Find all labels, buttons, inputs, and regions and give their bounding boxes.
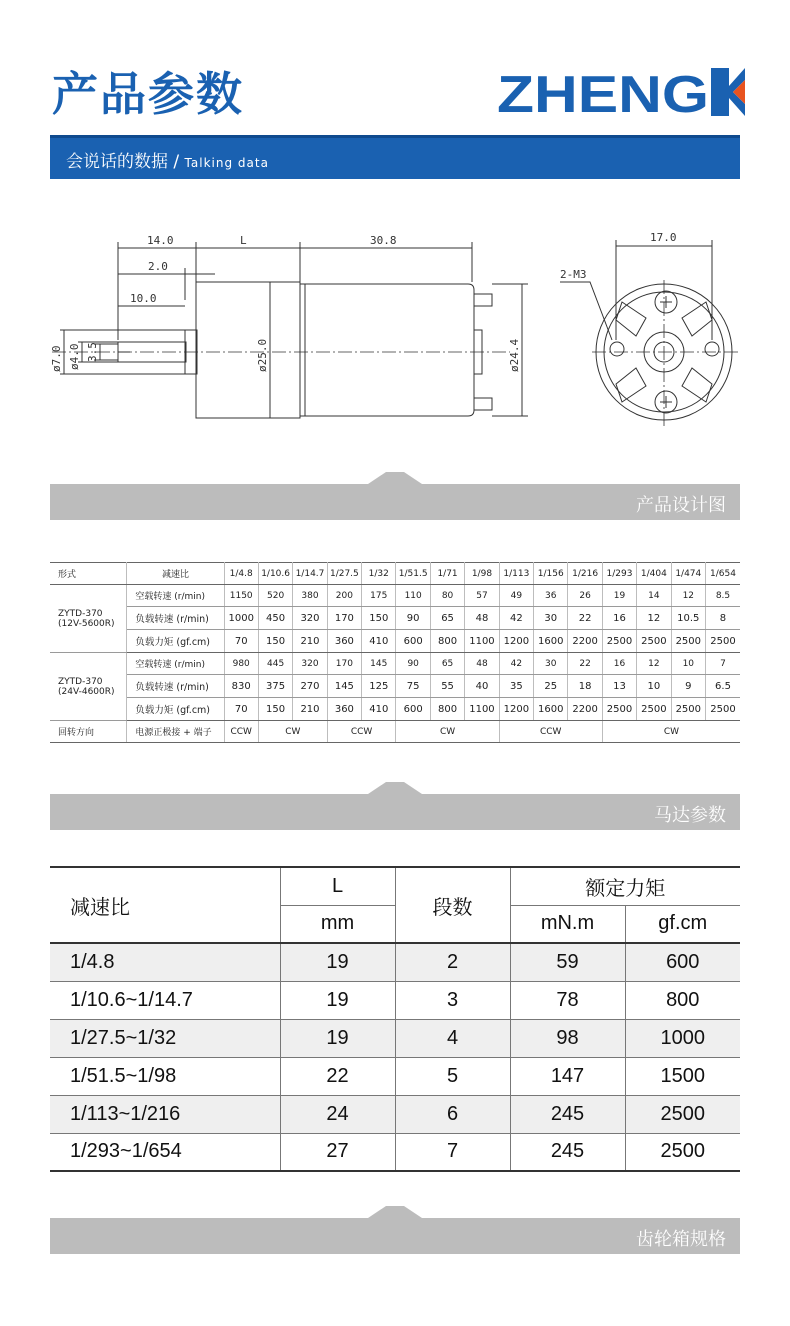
cell-ratio: 1/27.5~1/32	[50, 1019, 280, 1057]
value-cell: 6.5	[705, 675, 740, 698]
ratio-cell: 1/4.8	[224, 563, 258, 585]
value-cell: 55	[430, 675, 464, 698]
value-cell: 65	[430, 653, 464, 675]
rotation-cell: CCW	[327, 721, 396, 743]
rotation-cell: CW	[602, 721, 740, 743]
value-cell: 2500	[602, 698, 636, 721]
row-label: 空载转速 (r/min)	[127, 585, 224, 607]
cell-ratio: 1/10.6~1/14.7	[50, 981, 280, 1019]
value-cell: 9	[671, 675, 705, 698]
value-cell: 8	[705, 607, 740, 630]
value-cell: 26	[568, 585, 602, 607]
cell-mnm: 147	[510, 1057, 625, 1095]
spec-row	[50, 585, 740, 607]
cell-l: 24	[280, 1095, 395, 1133]
value-cell: 320	[293, 607, 327, 630]
value-cell: 600	[396, 698, 430, 721]
value-cell: 18	[568, 675, 602, 698]
value-cell: 70	[224, 630, 258, 653]
value-cell: 125	[362, 675, 396, 698]
value-cell: 145	[327, 675, 361, 698]
table-row	[50, 943, 740, 981]
ratio-cell: 1/51.5	[396, 563, 430, 585]
col-type: 形式	[50, 563, 127, 585]
cell-ratio: 1/293~1/654	[50, 1133, 280, 1171]
value-cell: 40	[465, 675, 499, 698]
header-unit-gfcm: gf.cm	[625, 905, 740, 943]
dim-d25: ø25.0	[256, 338, 269, 372]
value-cell: 80	[430, 585, 464, 607]
ratio-cell: 1/32	[362, 563, 396, 585]
header-ratio: 减速比	[50, 867, 280, 943]
banner-motor	[50, 794, 740, 830]
dim-2-m3: 2-M3	[560, 268, 587, 281]
value-cell: 110	[396, 585, 430, 607]
value-cell: 450	[258, 607, 292, 630]
value-cell: 410	[362, 698, 396, 721]
row-label: 空载转速 (r/min)	[127, 653, 224, 675]
header-stages: 段数	[395, 867, 510, 943]
cell-gfcm: 600	[625, 943, 740, 981]
dim-d24-4: ø24.4	[508, 338, 521, 372]
spec-group-12v	[50, 585, 740, 653]
ratio-cell: 1/404	[637, 563, 671, 585]
value-cell: 210	[293, 698, 327, 721]
banner-gearbox	[50, 1218, 740, 1254]
table-row	[50, 1057, 740, 1095]
cell-mnm: 59	[510, 943, 625, 981]
header-l: L	[280, 867, 395, 905]
value-cell: 42	[499, 607, 533, 630]
value-cell: 170	[327, 653, 361, 675]
value-cell: 800	[430, 698, 464, 721]
ratio-cell: 1/156	[534, 563, 568, 585]
value-cell: 1000	[224, 607, 258, 630]
spec-group-24v	[50, 653, 740, 721]
value-cell: 830	[224, 675, 258, 698]
value-cell: 10	[637, 675, 671, 698]
cell-ratio: 1/4.8	[50, 943, 280, 981]
value-cell: 320	[293, 653, 327, 675]
value-cell: 90	[396, 607, 430, 630]
value-cell: 380	[293, 585, 327, 607]
cell-mnm: 78	[510, 981, 625, 1019]
cell-l: 27	[280, 1133, 395, 1171]
value-cell: 57	[465, 585, 499, 607]
value-cell: 12	[671, 585, 705, 607]
rotation-row	[50, 721, 740, 743]
value-cell: 12	[637, 653, 671, 675]
value-cell: 25	[534, 675, 568, 698]
ratio-cell: 1/293	[602, 563, 636, 585]
value-cell: 150	[362, 607, 396, 630]
value-cell: 1100	[465, 698, 499, 721]
rotation-sub: 电源正极接 + 端子	[127, 721, 224, 743]
spec-row	[50, 607, 740, 630]
banner-design-label: 产品设计图	[636, 495, 726, 516]
rotation-cell: CW	[396, 721, 499, 743]
svg-text:ZHENG: ZHENG	[497, 66, 709, 120]
value-cell: 1600	[534, 630, 568, 653]
value-cell: 36	[534, 585, 568, 607]
table-row	[50, 1095, 740, 1133]
value-cell: 1200	[499, 698, 533, 721]
cell-l: 19	[280, 943, 395, 981]
table-row	[50, 1133, 740, 1171]
value-cell: 170	[327, 607, 361, 630]
ratio-cell: 1/216	[568, 563, 602, 585]
model-cell	[50, 653, 127, 721]
value-cell: 2200	[568, 698, 602, 721]
value-cell: 22	[568, 653, 602, 675]
cell-l: 19	[280, 981, 395, 1019]
model-voltage: (12V-5600R)	[58, 618, 115, 629]
rotation-cell: CCW	[499, 721, 602, 743]
ratio-cell: 1/113	[499, 563, 533, 585]
ratio-cell: 1/10.6	[258, 563, 292, 585]
model-cell	[50, 585, 127, 653]
value-cell: 2500	[705, 630, 740, 653]
value-cell: 410	[362, 630, 396, 653]
value-cell: 90	[396, 653, 430, 675]
table-row	[50, 1019, 740, 1057]
dim-d4: ø4.0	[68, 343, 81, 370]
cell-gfcm: 1000	[625, 1019, 740, 1057]
motor-technical-drawing	[0, 190, 790, 480]
row-label: 负载转速 (r/min)	[127, 607, 224, 630]
value-cell: 150	[258, 698, 292, 721]
cell-stages: 2	[395, 943, 510, 981]
value-cell: 150	[258, 630, 292, 653]
value-cell: 175	[362, 585, 396, 607]
model-name: ZYTD-370	[58, 608, 103, 619]
cell-gfcm: 2500	[625, 1133, 740, 1171]
ratio-cell: 1/71	[430, 563, 464, 585]
value-cell: 145	[362, 653, 396, 675]
spec-row	[50, 675, 740, 698]
value-cell: 2500	[637, 630, 671, 653]
dim-3-5: 3.5	[86, 342, 99, 362]
value-cell: 16	[602, 653, 636, 675]
value-cell: 2500	[705, 698, 740, 721]
value-cell: 42	[499, 653, 533, 675]
value-cell: 445	[258, 653, 292, 675]
value-cell: 75	[396, 675, 430, 698]
value-cell: 520	[258, 585, 292, 607]
rotation-label: 回转方向	[50, 721, 127, 743]
ratio-cell: 1/654	[705, 563, 740, 585]
spec-row	[50, 698, 740, 721]
banner-notch	[368, 1206, 422, 1218]
value-cell: 1150	[224, 585, 258, 607]
value-cell: 600	[396, 630, 430, 653]
value-cell: 2500	[602, 630, 636, 653]
cell-gfcm: 2500	[625, 1095, 740, 1133]
ratio-cell: 1/474	[671, 563, 705, 585]
subtitle-en: Talking data	[184, 156, 269, 170]
value-cell: 30	[534, 653, 568, 675]
value-cell: 1200	[499, 630, 533, 653]
dim-30-8: 30.8	[370, 234, 397, 247]
cell-ratio: 1/113~1/216	[50, 1095, 280, 1133]
value-cell: 2500	[671, 698, 705, 721]
dim-14: 14.0	[147, 234, 174, 247]
page-title: 产品参数	[52, 67, 244, 121]
spec-row	[50, 630, 740, 653]
dim-d7: ø7.0	[50, 345, 63, 372]
value-cell: 360	[327, 630, 361, 653]
value-cell: 1600	[534, 698, 568, 721]
banner-notch	[368, 782, 422, 794]
motor-rows	[50, 943, 740, 1171]
value-cell: 2200	[568, 630, 602, 653]
value-cell: 35	[499, 675, 533, 698]
value-cell: 49	[499, 585, 533, 607]
header-unit-mnm: mN.m	[510, 905, 625, 943]
value-cell: 70	[224, 698, 258, 721]
value-cell: 360	[327, 698, 361, 721]
cell-stages: 4	[395, 1019, 510, 1057]
section-header-bar	[50, 135, 740, 179]
motor-header-row-1	[50, 867, 740, 905]
value-cell: 270	[293, 675, 327, 698]
dim-l: L	[240, 234, 247, 247]
cell-mnm: 245	[510, 1133, 625, 1171]
rotation-cell: CCW	[224, 721, 258, 743]
value-cell: 65	[430, 607, 464, 630]
cell-stages: 6	[395, 1095, 510, 1133]
cell-gfcm: 800	[625, 981, 740, 1019]
value-cell: 2500	[637, 698, 671, 721]
spec-header-row	[50, 563, 740, 585]
banner-design	[50, 484, 740, 520]
ratio-cell: 1/14.7	[293, 563, 327, 585]
value-cell: 7	[705, 653, 740, 675]
value-cell: 375	[258, 675, 292, 698]
value-cell: 30	[534, 607, 568, 630]
cell-stages: 5	[395, 1057, 510, 1095]
model-voltage: (24V-4600R)	[58, 686, 115, 697]
value-cell: 8.5	[705, 585, 740, 607]
row-label: 负载转速 (r/min)	[127, 675, 224, 698]
value-cell: 22	[568, 607, 602, 630]
dim-2: 2.0	[148, 260, 168, 273]
value-cell: 10.5	[671, 607, 705, 630]
value-cell: 800	[430, 630, 464, 653]
value-cell: 10	[671, 653, 705, 675]
dim-17: 17.0	[650, 231, 677, 244]
header-torque: 额定力矩	[510, 867, 740, 905]
value-cell: 200	[327, 585, 361, 607]
rotation-cell: CW	[258, 721, 327, 743]
value-cell: 12	[637, 607, 671, 630]
cell-stages: 3	[395, 981, 510, 1019]
row-label: 负载力矩 (gf.cm)	[127, 698, 224, 721]
value-cell: 1100	[465, 630, 499, 653]
value-cell: 16	[602, 607, 636, 630]
subtitle-cn: 会说话的数据 /	[66, 152, 180, 172]
value-cell: 980	[224, 653, 258, 675]
banner-motor-label: 马达参数	[654, 805, 726, 826]
row-label: 负载力矩 (gf.cm)	[127, 630, 224, 653]
spec-row	[50, 653, 740, 675]
cell-mnm: 245	[510, 1095, 625, 1133]
banner-notch	[368, 472, 422, 484]
table-row	[50, 981, 740, 1019]
banner-gearbox-label: 齿轮箱规格	[636, 1229, 726, 1250]
dim-10: 10.0	[130, 292, 157, 305]
spec-table	[50, 562, 740, 743]
value-cell: 48	[465, 653, 499, 675]
ratio-cell: 1/98	[465, 563, 499, 585]
col-ratio: 减速比	[127, 563, 224, 585]
header-l-unit: mm	[280, 905, 395, 943]
model-name: ZYTD-370	[58, 676, 103, 687]
cell-ratio: 1/51.5~1/98	[50, 1057, 280, 1095]
value-cell: 14	[637, 585, 671, 607]
value-cell: 210	[293, 630, 327, 653]
value-cell: 13	[602, 675, 636, 698]
cell-gfcm: 1500	[625, 1057, 740, 1095]
value-cell: 19	[602, 585, 636, 607]
cell-l: 22	[280, 1057, 395, 1095]
motor-param-table	[50, 866, 740, 1172]
cell-l: 19	[280, 1019, 395, 1057]
value-cell: 48	[465, 607, 499, 630]
brand-logo	[497, 62, 745, 120]
ratio-cell: 1/27.5	[327, 563, 361, 585]
cell-stages: 7	[395, 1133, 510, 1171]
value-cell: 2500	[671, 630, 705, 653]
cell-mnm: 98	[510, 1019, 625, 1057]
